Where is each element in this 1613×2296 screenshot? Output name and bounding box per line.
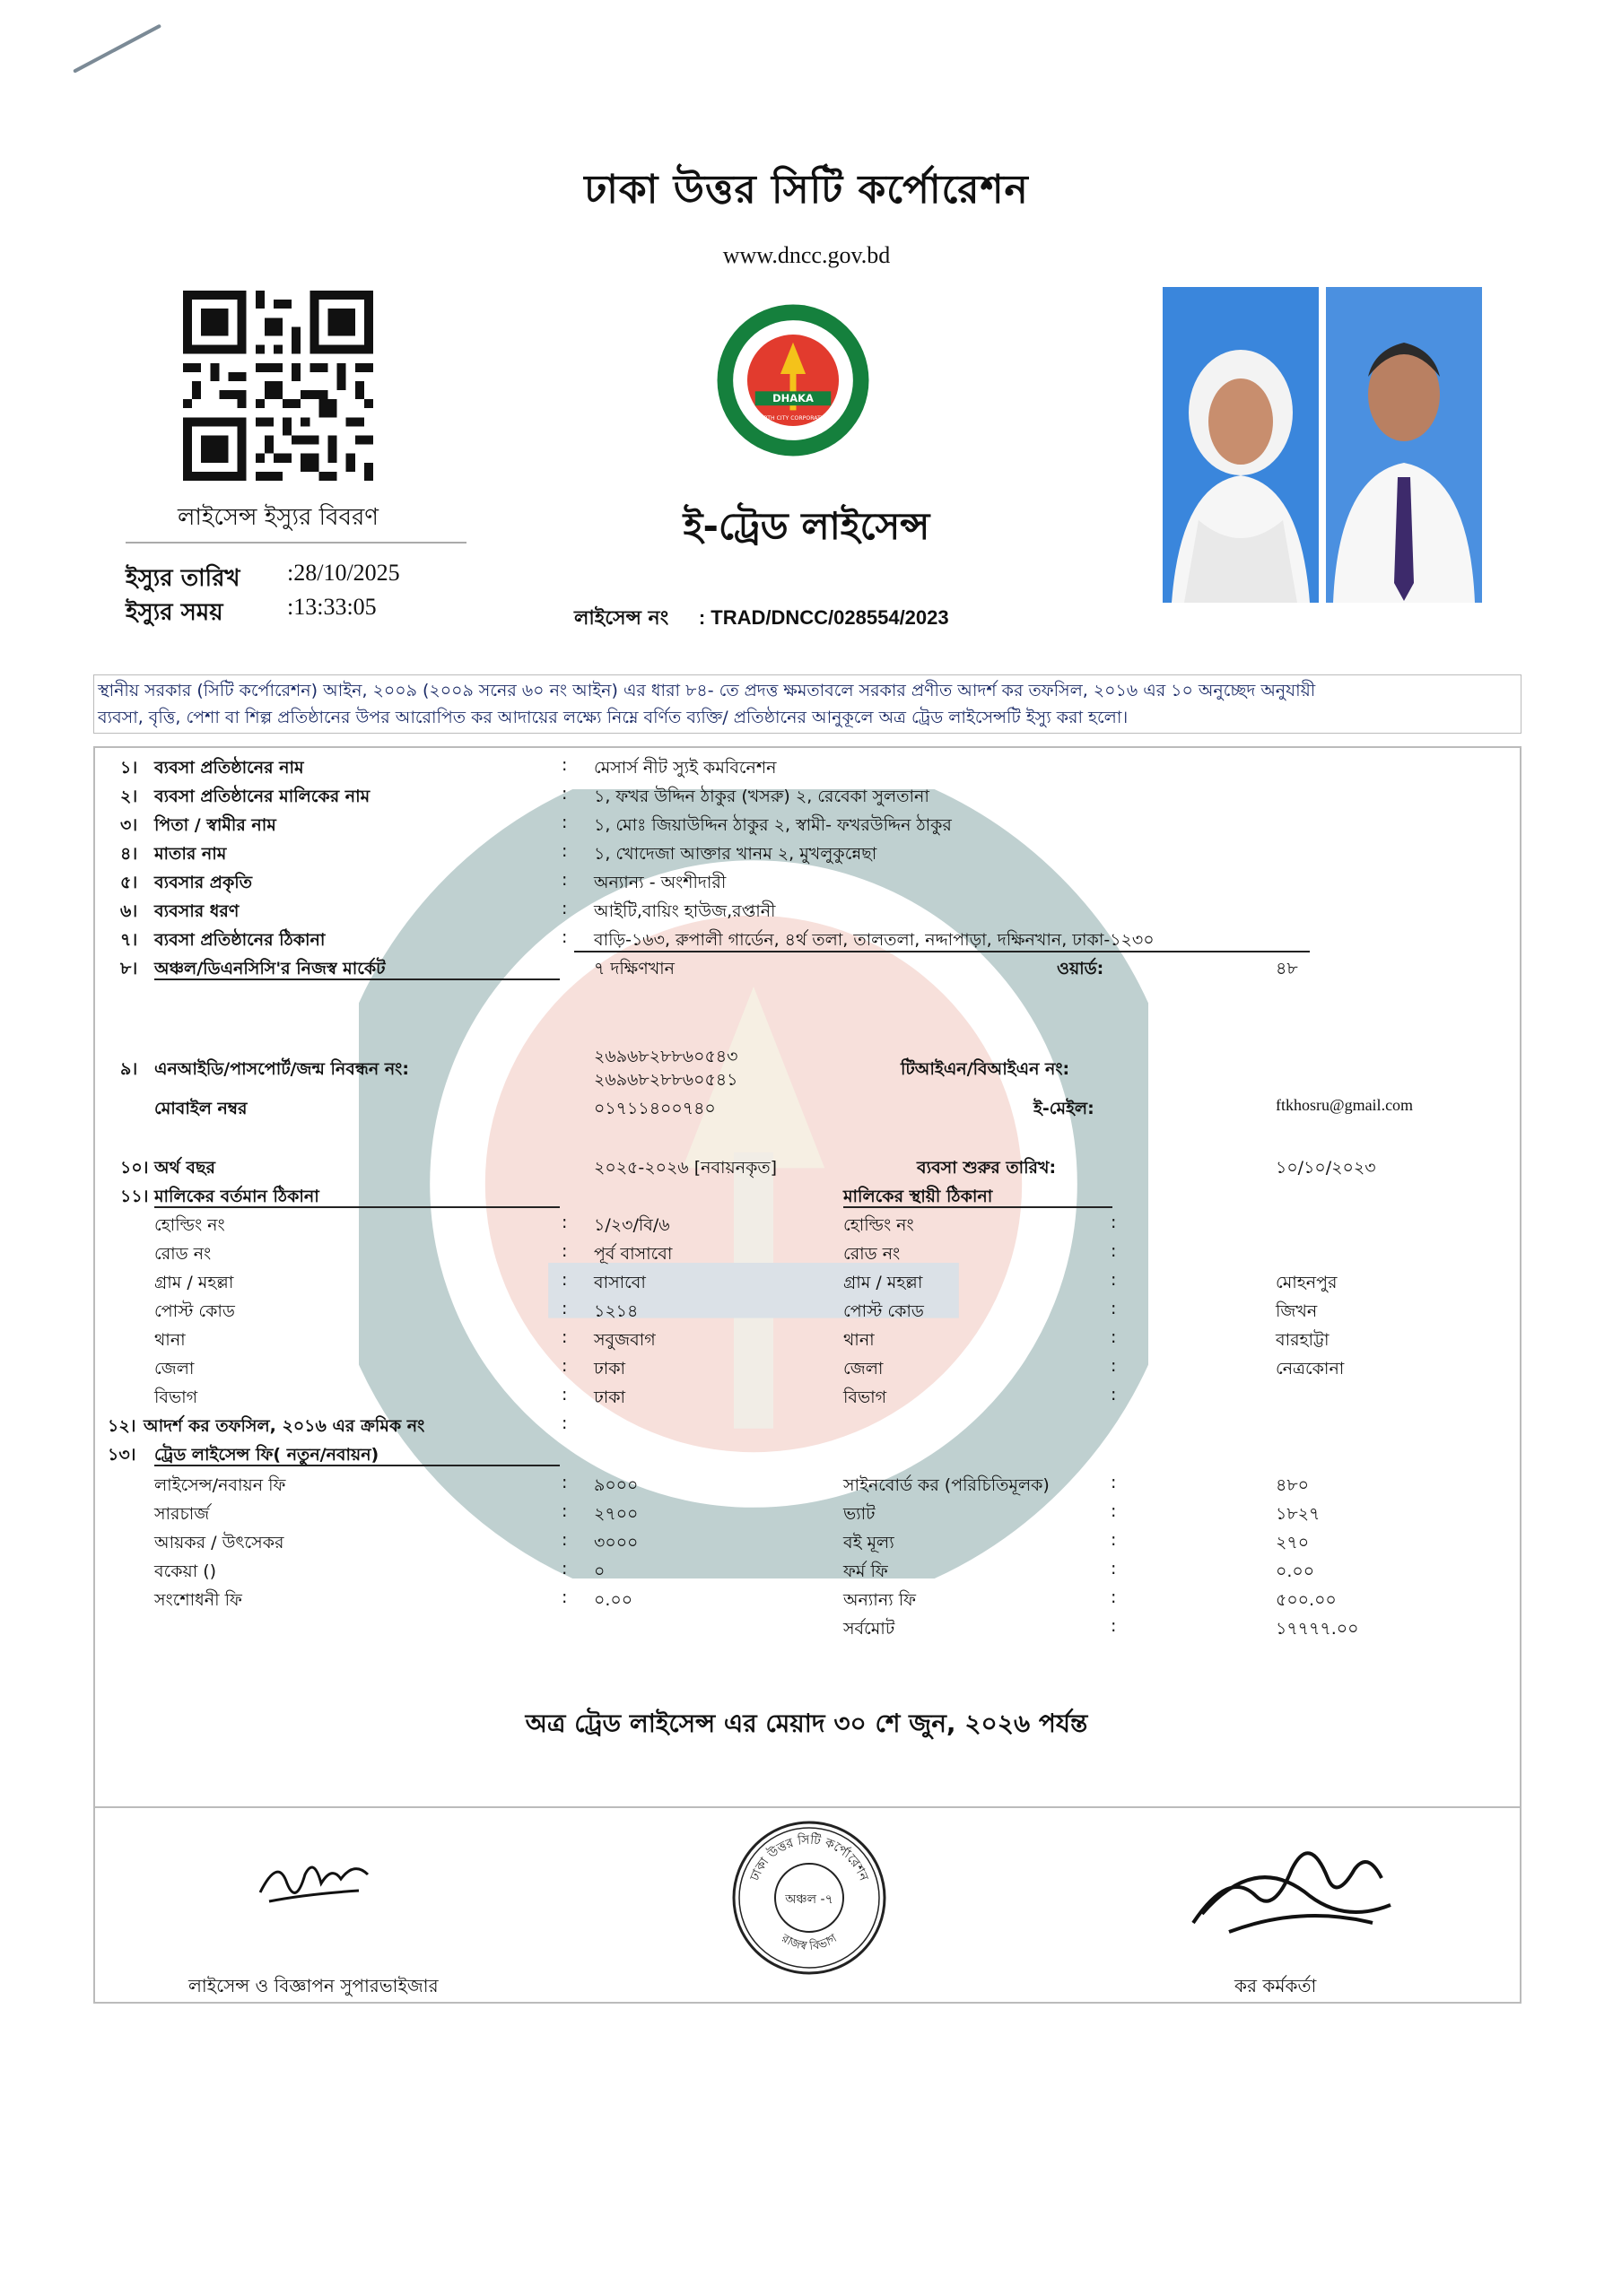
- address-value-2: নেত্রকোনা: [1276, 1359, 1345, 1378]
- colon: :: [562, 1530, 568, 1550]
- colon: :: [562, 1241, 568, 1261]
- address-label: জেলা: [154, 1359, 195, 1378]
- tax-officer-signature-icon: [1175, 1815, 1399, 1950]
- pen-mark: [73, 24, 161, 74]
- permanent-address-underline: [843, 1206, 1112, 1208]
- field-value: ১, মোঃ জিয়াউদ্দিন ঠাকুর ২, স্বামী- ফখরউদ্দিন ঠাকুর: [594, 815, 952, 835]
- fee-value: ৩০০০: [594, 1533, 639, 1552]
- field-label: ব্যবসার প্রকৃতি: [154, 873, 252, 892]
- colon: :: [562, 1587, 568, 1607]
- address-label-2: রোড নং: [843, 1244, 901, 1264]
- license-number: [574, 603, 949, 636]
- start-date-value: ১০/১০/২০২৩: [1276, 1158, 1376, 1178]
- document-title: ই-ট্রেড লাইসেন্স: [683, 504, 930, 548]
- colon: :: [562, 1327, 568, 1347]
- colon: :: [562, 927, 568, 947]
- address-value: ঢাকা: [594, 1387, 626, 1407]
- email-value: ftkhosru@gmail.com: [1276, 1096, 1414, 1114]
- colon: :: [1111, 1616, 1117, 1636]
- fee-value-2: ১৮২৭: [1276, 1504, 1321, 1524]
- field-value: ১, ফখর উদ্দিন ঠাকুর (খসরু) ২, রেবেকা সুলতানা: [594, 787, 929, 806]
- colon: :: [562, 1299, 568, 1318]
- address-value: ঢাকা: [594, 1359, 626, 1378]
- fee-value-2: ২৭০: [1276, 1533, 1310, 1552]
- signature-divider: [93, 1806, 1521, 1808]
- colon: :: [1111, 1530, 1117, 1550]
- address-value: সবুজবাগ: [594, 1330, 656, 1350]
- address-value: ১২১৪: [594, 1301, 639, 1321]
- seal-top-text: ঢাকা উত্তর সিটি কর্পোরেশন: [747, 1832, 871, 1883]
- field-label: মাতার নাম: [154, 844, 227, 864]
- field-value: অন্যান্য - অংশীদারী: [594, 873, 727, 892]
- field-value: ১, খোদেজা আক্তার খানম ২, মুখলুকুন্নেছা: [594, 844, 877, 864]
- validity-statement: অত্র ট্রেড লাইসেন্স এর মেয়াদ ৩০ শে জুন, ২০২৬ পর্যন্ত: [525, 1709, 1088, 1738]
- fee-label: সংশোধনী ফি: [154, 1590, 242, 1610]
- colon: :: [1111, 1587, 1117, 1607]
- svg-text:DHAKA: DHAKA: [772, 391, 814, 404]
- field-label: ব্যবসা প্রতিষ্ঠানের মালিকের নাম: [154, 787, 371, 806]
- address-value-2: বারহাট্টা: [1276, 1330, 1330, 1350]
- field-number: ১।: [120, 758, 138, 778]
- address-label: থানা: [154, 1330, 186, 1350]
- preamble-line-2: ব্যবসা, বৃত্তি, পেশা বা শিল্প প্রতিষ্ঠানের উপর আরোপিত কর আদায়ের লক্ষ্যে নিম্নে বর্ণিত ব্যক্তি/ প্রতিষ্ঠানের আনুকূলে অত্র ট্রেড লাইসেন্সটি ইস্যু করা হলো।: [98, 708, 1129, 727]
- supervisor-label: লাইসেন্স ও বিজ্ঞাপন সুপারভাইজার: [188, 1975, 439, 1996]
- field-number: ২।: [120, 787, 138, 806]
- corporation-title: ঢাকা উত্তর সিটি কর্পোরেশন: [584, 167, 1029, 213]
- colon: :: [1111, 1356, 1117, 1376]
- colon: :: [562, 1413, 568, 1433]
- svg-text:রাজস্ব বিভাগ: [778, 1931, 840, 1953]
- issue-time-row: [126, 594, 377, 633]
- tax-officer-label: কর কর্মকর্তা: [1234, 1975, 1317, 1996]
- present-address-underline: [154, 1206, 560, 1208]
- fee-value: ৯০০০: [594, 1475, 639, 1495]
- colon: :: [562, 1473, 568, 1492]
- colon: :: [562, 755, 568, 775]
- colon: :: [562, 784, 568, 804]
- fee-label-2: ফর্ম ফি: [843, 1561, 888, 1581]
- fee-value: ০.০০: [594, 1590, 633, 1610]
- ward-value: ৪৮: [1276, 959, 1298, 978]
- issue-time-value: :13:33:05: [287, 594, 377, 620]
- colon: :: [1111, 1473, 1117, 1492]
- field-number: ১০।: [120, 1158, 149, 1178]
- fee-label-2: বই মূল্য: [843, 1533, 894, 1552]
- dncc-emblem-icon: [714, 301, 872, 459]
- colon: :: [562, 1559, 568, 1578]
- fee-label: লাইসেন্স/নবায়ন ফি: [154, 1475, 286, 1495]
- issue-details-heading: লাইসেন্স ইস্যুর বিবরণ: [178, 504, 379, 531]
- field-value: বাড়ি-১৬৩, রুপালী গার্ডেন, ৪র্থ তলা, তালতলা, নদ্দাপাড়া, দক্ষিনখান, ঢাকা-১২৩০: [594, 930, 1155, 950]
- fiscal-value: ২০২৫-২০২৬ [নবায়নকৃত]: [594, 1158, 778, 1178]
- field-value: আইটি,বায়িং হাউজ,রপ্তানী: [594, 901, 776, 921]
- seal-center-text: অঞ্চল -৭: [785, 1892, 833, 1907]
- field-value: মেসার্স নীট স্যুই কমবিনেশন: [594, 758, 777, 778]
- address-value-2: মোহনপুর: [1276, 1273, 1338, 1292]
- field-label: এনআইডি/পাসপোর্ট/জন্ম নিবন্ধন নং:: [154, 1059, 409, 1079]
- colon: :: [562, 1385, 568, 1405]
- start-date-label: ব্যবসা শুরুর তারিখ:: [917, 1158, 1057, 1178]
- colon: :: [562, 899, 568, 918]
- field-number: ৮।: [120, 959, 138, 978]
- field-number: ১২।: [108, 1416, 136, 1436]
- fee-label: বকেয়া (): [154, 1561, 217, 1581]
- field-number: ৫।: [120, 873, 138, 892]
- colon: :: [562, 1501, 568, 1521]
- area-label-underline: [154, 978, 560, 980]
- address-value: পূর্ব বাসাবো: [594, 1244, 673, 1264]
- field-number: ৭।: [120, 930, 138, 950]
- fee-value-2: ০.০০: [1276, 1561, 1315, 1581]
- address-label-2: থানা: [843, 1330, 875, 1350]
- address-label-2: পোস্ট কোড: [843, 1301, 924, 1321]
- colon: :: [562, 1270, 568, 1290]
- field-number: ১৩।: [108, 1445, 136, 1465]
- mobile-label: মোবাইল নম্বর: [154, 1099, 248, 1118]
- seal-bottom-text: রাজস্ব বিভাগ: [779, 1931, 840, 1953]
- website-url: www.dncc.gov.bd: [722, 242, 891, 268]
- ward-label: ওয়ার্ড:: [1057, 959, 1104, 978]
- address-underline: [574, 951, 1310, 952]
- field-label: অঞ্চল/ডিএনসিসি'র নিজস্ব মার্কেট: [154, 959, 386, 978]
- address-value-2: জিখন: [1276, 1301, 1318, 1321]
- field-label: ব্যবসা প্রতিষ্ঠানের ঠিকানা: [154, 930, 326, 950]
- colon: :: [562, 870, 568, 890]
- issue-time-label: ইস্যুর সময়: [126, 599, 223, 626]
- address-label: বিভাগ: [154, 1387, 198, 1407]
- total-label: সর্বমোট: [843, 1619, 895, 1639]
- address-label: গ্রাম / মহল্লা: [154, 1273, 234, 1292]
- address-label-2: হোল্ডিং নং: [843, 1215, 914, 1235]
- issue-date-label: ইস্যুর তারিখ: [126, 565, 240, 592]
- address-label: রোড নং: [154, 1244, 212, 1264]
- colon: :: [1111, 1559, 1117, 1578]
- fee-value-2: ৪৮০: [1276, 1475, 1310, 1495]
- field-number: ৪।: [120, 844, 138, 864]
- field-number: ৬।: [120, 901, 138, 921]
- nid-number-2: ২৬৯৬৮২৮৮৬০৫৪১: [594, 1070, 738, 1090]
- address-label-2: বিভাগ: [843, 1387, 887, 1407]
- tin-label: টিআইএন/বিআইএন নং:: [901, 1059, 1070, 1079]
- address-label-2: গ্রাম / মহল্লা: [843, 1273, 923, 1292]
- revenue-seal-icon: [728, 1817, 890, 1979]
- email-label: ই-মেইল:: [1033, 1099, 1094, 1118]
- total-value: ১৭৭৭৭.০০: [1276, 1619, 1359, 1639]
- address-value: ১/২৩/বি/৬: [594, 1215, 670, 1235]
- fee-label: সারচার্জ: [154, 1504, 210, 1524]
- field-label: আদর্শ কর তফসিল, ২০১৬ এর ক্রমিক নং: [144, 1416, 425, 1436]
- address-label: হোল্ডিং নং: [154, 1215, 225, 1235]
- address-label: পোস্ট কোড: [154, 1301, 235, 1321]
- field-number: ১১।: [120, 1187, 149, 1206]
- svg-text:ঢাকা উত্তর সিটি কর্পোরেশন: [747, 1832, 871, 1884]
- fee-value: ০: [594, 1561, 606, 1581]
- license-number-value: : TRAD/DNCC/028554/2023: [698, 606, 949, 629]
- svg-text:NORTH CITY CORPORATION: NORTH CITY CORPORATION: [755, 415, 831, 422]
- fee-value-2: ৫০০.০০: [1276, 1590, 1337, 1610]
- license-number-label: লাইসেন্স নং: [574, 607, 669, 630]
- preamble-line-1: স্থানীয় সরকার (সিটি কর্পোরেশন) আইন, ২০০৯ (২০০৯ সনের ৬০ নং আইন) এর ধারা ৮৪- তে প্রদত্ত ক্ষমতাবলে সরকার প্রণীত আদর্শ কর তফসিল, ২০১৬ এর ১০ অনুচ্ছেদ অনুযায়ী: [98, 681, 1316, 700]
- field-label: ব্যবসা প্রতিষ্ঠানের নাম: [154, 758, 304, 778]
- field-number: ৯।: [120, 1059, 138, 1079]
- fee-label-2: সাইনবোর্ড কর (পরিচিতিমূলক): [843, 1475, 1050, 1495]
- address-value: বাসাবো: [594, 1273, 646, 1292]
- fee-label-2: ভ্যাট: [843, 1504, 876, 1524]
- colon: :: [562, 813, 568, 832]
- colon: :: [1111, 1270, 1117, 1290]
- colon: :: [1111, 1385, 1117, 1405]
- mobile-value: ০১৭১১৪০০৭৪০: [594, 1099, 716, 1118]
- field-label: ব্যবসার ধরণ: [154, 901, 240, 921]
- qr-code-icon: [183, 291, 373, 481]
- colon: :: [1111, 1501, 1117, 1521]
- nid-number-1: ২৬৯৬৮২৮৮৬০৫৪৩: [594, 1047, 738, 1066]
- address-label-2: জেলা: [843, 1359, 884, 1378]
- colon: :: [562, 1356, 568, 1376]
- area-value: ৭ দক্ষিণখান: [594, 959, 676, 978]
- field-label: অর্থ বছর: [154, 1158, 215, 1178]
- field-label: পিতা / স্বামীর নাম: [154, 815, 276, 835]
- permanent-address-label: মালিকের স্থায়ী ঠিকানা: [843, 1187, 993, 1206]
- field-number: ৩।: [120, 815, 138, 835]
- present-address-label: মালিকের বর্তমান ঠিকানা: [154, 1187, 319, 1206]
- supervisor-signature-icon: [251, 1839, 386, 1919]
- legal-preamble: [93, 674, 1521, 734]
- fees-label: ট্রেড লাইসেন্স ফি( নতুন/নবায়ন): [154, 1445, 379, 1465]
- fees-label-underline: [154, 1465, 560, 1466]
- colon: :: [1111, 1241, 1117, 1261]
- colon: :: [562, 841, 568, 861]
- colon: :: [1111, 1299, 1117, 1318]
- issue-date-value: :28/10/2025: [287, 560, 400, 586]
- colon: :: [1111, 1327, 1117, 1347]
- colon: :: [1111, 1213, 1117, 1232]
- fee-label: আয়কর / উৎসেকর: [154, 1533, 284, 1552]
- colon: :: [562, 1213, 568, 1232]
- fee-label-2: অন্যান্য ফি: [843, 1590, 917, 1610]
- fee-value: ২৭০০: [594, 1504, 639, 1524]
